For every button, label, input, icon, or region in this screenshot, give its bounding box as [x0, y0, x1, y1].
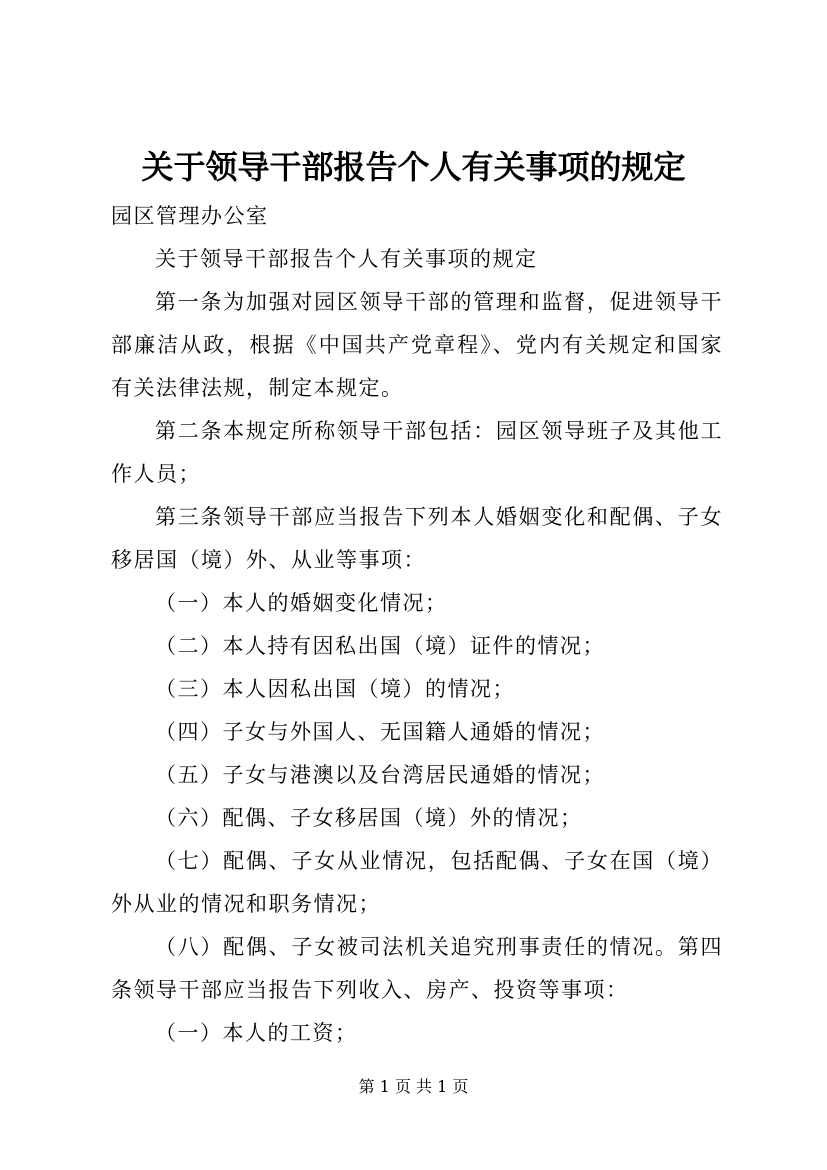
subtitle-line: 关于领导干部报告个人有关事项的规定 [155, 247, 538, 271]
list-item-2: （二）本人持有因私出国（境）证件的情况； [155, 634, 605, 658]
issuer-line: 园区管理办公室 [111, 204, 269, 228]
list-item-7: （七）配偶、子女从业情况，包括配偶、子女在国（境）外从业的情况和职务情况； [111, 849, 723, 916]
list-item-8: （八）配偶、子女被司法机关追究刑事责任的情况。第四条领导干部应当报告下列收入、房产、投资等事项： [111, 935, 723, 1002]
document-body [111, 195, 723, 1055]
article-1: 第一条为加强对园区领导干部的管理和监督，促进领导干部廉洁从政，根据《中国共产党章程》、党内有关规定和国家有关法律法规，制定本规定。 [111, 290, 723, 400]
list-item-5: （五）子女与港澳以及台湾居民通婚的情况； [155, 763, 605, 787]
list-item-3: （三）本人因私出国（境）的情况； [155, 677, 515, 701]
list-item-6: （六）配偶、子女移居国（境）外的情况； [155, 806, 583, 830]
page-footer: 第 1 页 共 1 页 [358, 1077, 469, 1096]
list-item-1: （一）本人的婚姻变化情况； [155, 591, 448, 615]
document-title: 关于领导干部报告个人有关事项的规定 [141, 148, 686, 186]
list-item-4: （四）子女与外国人、无国籍人通婚的情况； [155, 720, 605, 744]
article-2: 第二条本规定所称领导干部包括：园区领导班子及其他工作人员； [111, 419, 723, 486]
article-3: 第三条领导干部应当报告下列本人婚姻变化和配偶、子女移居国（境）外、从业等事项： [111, 505, 723, 572]
income-item-1: （一）本人的工资； [155, 1021, 358, 1045]
